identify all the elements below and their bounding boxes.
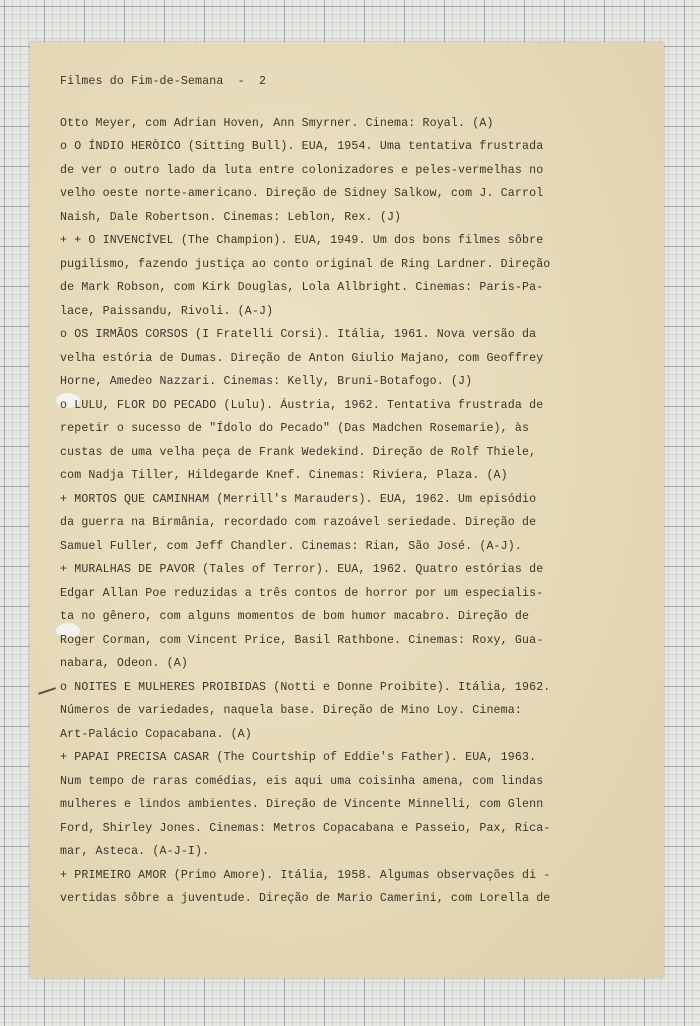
text-line: mar, Asteca. (A-J-I). <box>60 845 210 858</box>
text-line: o OS IRMÃOS CORSOS (I Fratelli Corsi). Itália, 1961. Nova versão da <box>60 328 537 341</box>
text-line: lace, Paissandu, Rivoli. (A-J) <box>60 304 274 318</box>
text-line: Horne, Amedeo Nazzari. Cinemas: Kelly, Bruni-Botafogo. (J) <box>60 375 473 388</box>
text-line: Números de variedades, naquela base. Direção de Mino Loy. Cinema: <box>60 704 522 717</box>
document-text <box>60 70 630 911</box>
text-line: da guerra na Birmânia, recordado com razoável seriedade. Direção de <box>60 516 537 529</box>
text-line: repetir o sucesso de "Ídolo do Pecado" (Das Madchen Rosemarie), às <box>60 422 530 435</box>
text-line: Otto Meyer, com Adrian Hoven, Ann Smyrner. Cinema: Royal. (A) <box>60 116 494 130</box>
text-line: + MORTOS QUE CAMINHAM (Merrill's Marauders). EUA, 1962. Um episódio <box>60 492 537 506</box>
text-line: Ford, Shirley Jones. Cinemas: Metros Copacabana e Passeio, Pax, Rica- <box>60 821 551 835</box>
text-line: vertidas sôbre a juventude. Direção de Mario Camerini, com Lorella de <box>60 892 551 905</box>
text-line: velho oeste norte-americano. Direção de Sidney Salkow, com J. Carrol <box>60 187 544 200</box>
text-line: velha estória de Dumas. Direção de Anton Giulio Majano, com Geoffrey <box>60 351 544 365</box>
text-line: + + O INVENCÍVEL (The Champion). EUA, 1949. Um dos bons filmes sôbre <box>60 234 544 247</box>
pencil-mark <box>38 687 56 694</box>
text-line: custas de uma velha peça de Frank Wedekind. Direção de Rolf Thiele, <box>60 445 537 459</box>
page-header: Filmes do Fim-de-Semana - 2 <box>60 75 267 88</box>
text-line: Roger Corman, com Vincent Price, Basil Rathbone. Cinemas: Roxy, Gua- <box>60 633 544 647</box>
text-line: Art-Palácio Copacabana. (A) <box>60 727 252 741</box>
text-line: + PAPAI PRECISA CASAR (The Courtship of Eddie's Father). EUA, 1963. <box>60 751 537 764</box>
text-line: nabara, Odeon. (A) <box>60 657 188 670</box>
text-line: ta no gênero, com alguns momentos de bom humor macabro. Direção de <box>60 610 530 623</box>
text-line: Samuel Fuller, com Jeff Chandler. Cinemas: Rian, São José. (A-J). <box>60 539 522 553</box>
text-line: Naish, Dale Robertson. Cinemas: Leblon, Rex. (J) <box>60 210 402 224</box>
text-line: o LULU, FLOR DO PECADO (Lulu). Áustria, 1962. Tentativa frustrada de <box>60 398 544 412</box>
text-line: com Nadja Tiller, Hildegarde Knef. Cinemas: Riviera, Plaza. (A) <box>60 469 508 482</box>
text-line: + PRIMEIRO AMOR (Primo Amore). Itália, 1958. Algumas observações di - <box>60 868 551 882</box>
text-line: Num tempo de raras comédias, eis aqui uma coisinha amena, com lindas <box>60 774 544 788</box>
text-line: o O ÍNDIO HERÒICO (Sitting Bull). EUA, 1954. Uma tentativa frustrada <box>60 140 544 153</box>
text-line: mulheres e lindos ambientes. Direção de Vincente Minnelli, com Glenn <box>60 798 544 811</box>
text-line: o NOITES E MULHERES PROIBIDAS (Notti e Donne Proibite). Itália, 1962. <box>60 680 551 694</box>
text-line: Edgar Allan Poe reduzidas a três contos de horror por um especialis- <box>60 586 544 600</box>
text-line: + MURALHAS DE PAVOR (Tales of Terror). EUA, 1962. Quatro estórias de <box>60 563 544 576</box>
text-line: de Mark Robson, com Kirk Douglas, Lola Allbright. Cinemas: Paris-Pa- <box>60 281 544 294</box>
text-line: de ver o outro lado da luta entre colonizadores e peles-vermelhas no <box>60 163 544 177</box>
text-line: pugilismo, fazendo justiça ao conto original de Ring Lardner. Direção <box>60 257 551 271</box>
